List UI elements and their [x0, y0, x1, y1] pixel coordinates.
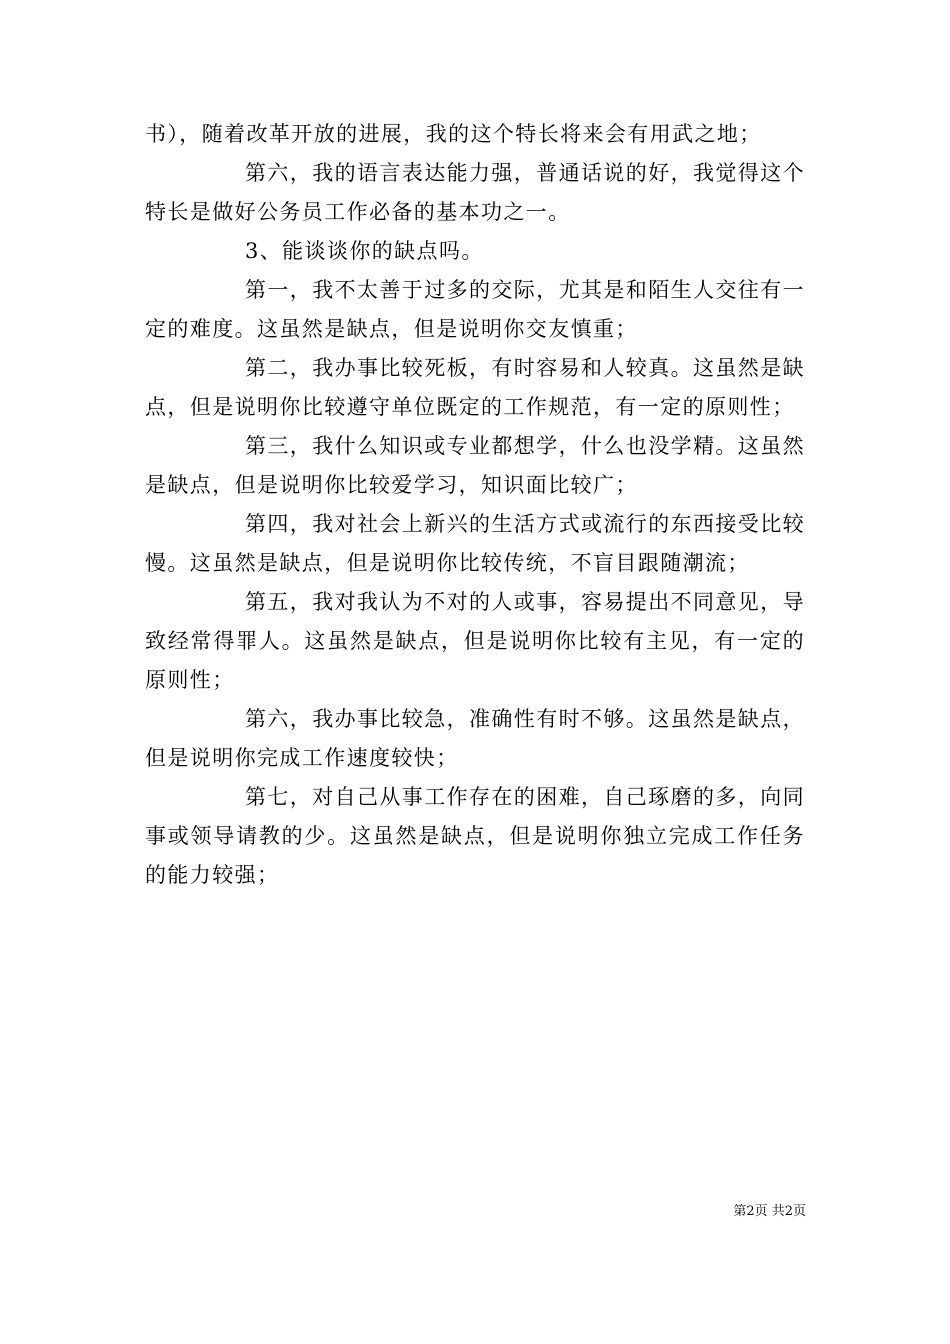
paragraph-weakness-seven: 第七，对自己从事工作存在的困难，自己琢磨的多，向同事或领导请教的少。这虽然是缺点，但是说明你独立完成工作任务的能力较强；: [145, 785, 805, 887]
paragraph-weakness-five: 第五，我对我认为不对的人或事，容易提出不同意见，导致经常得罪人。这虽然是缺点，但是说明你比较有主见，有一定的原则性；: [145, 590, 805, 692]
document-body: [145, 115, 805, 895]
paragraph-weakness-six: 第六，我办事比较急，准确性有时不够。这虽然是缺点，但是说明你完成工作速度较快；: [145, 707, 805, 770]
paragraph-weakness-three: 第三，我什么知识或专业都想学，什么也没学精。这虽然是缺点，但是说明你比较爱学习，知识面比较广；: [145, 434, 805, 497]
paragraph-strength-six: 第六，我的语言表达能力强，普通话说的好，我觉得这个特长是做好公务员工作必备的基本功之一。: [145, 161, 805, 224]
paragraph-weakness-one: 第一，我不太善于过多的交际，尤其是和陌生人交往有一定的难度。这虽然是缺点，但是说明你交友慎重；: [145, 278, 805, 341]
paragraph-continuation: 书），随着改革开放的进展，我的这个特长将来会有用武之地；: [145, 122, 762, 146]
page-number-footer: 第2页 共2页: [733, 1204, 806, 1219]
paragraph-weakness-two: 第二，我办事比较死板，有时容易和人较真。这虽然是缺点，但是说明你比较遵守单位既定的工作规范，有一定的原则性；: [145, 356, 805, 419]
paragraph-weakness-four: 第四，我对社会上新兴的生活方式或流行的东西接受比较慢。这虽然是缺点，但是说明你比较传统，不盲目跟随潮流；: [145, 512, 805, 575]
paragraph-question-weaknesses: 3、能谈谈你的缺点吗。: [245, 239, 484, 263]
